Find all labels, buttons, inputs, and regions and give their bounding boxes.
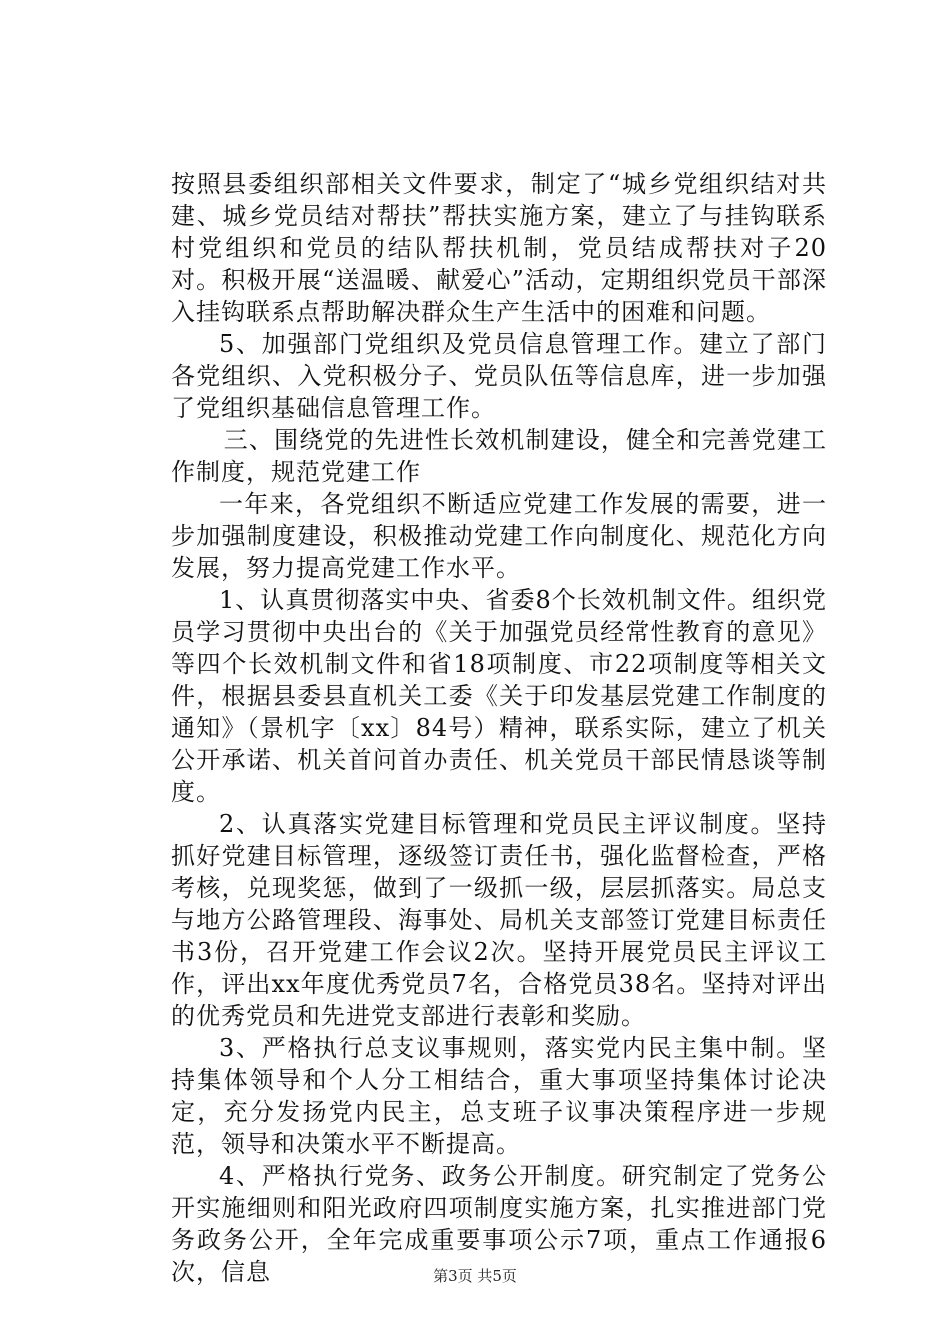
paragraph-item-5: 5、加强部门党组织及党员信息管理工作。建立了部门各党组织、入党积极分子、党员队伍等信息库，进一步加强了党组织基础信息管理工作。 [171,330,827,422]
paragraph-continuation: 按照县委组织部相关文件要求，制定了“城乡党组织结对共建、城乡党员结对帮扶”帮扶实施方案，建立了与挂钩联系村党组织和党员的结队帮扶机制，党员结成帮扶对子20对。积极开展“送温暖、献爱心”活动，定期组织党员干部深入挂钩联系点帮助解决群众生产生活中的困难和问题。 [171,170,827,326]
paragraph-item-3: 3、严格执行总支议事规则，落实党内民主集中制。坚持集体领导和个人分工相结合，重大事项坚持集体讨论决定，充分发扬党内民主，总支班子议事决策程序进一步规范，领导和决策水平不断提高。 [171,1034,827,1158]
paragraph-item-1: 1、认真贯彻落实中央、省委8个长效机制文件。组织党员学习贯彻中央出台的《关于加强党员经常性教育的意见》等四个长效机制文件和省18项制度、市22项制度等相关文件，根据县委县直机关工委《关于印发基层党建工作制度的通知》（景机字〔xx〕84号）精神，联系实际，建立了机关公开承诺、机关首问首办责任、机关党员干部民情恳谈等制度。 [171,586,827,806]
paragraph-item-4: 4、严格执行党务、政务公开制度。研究制定了党务公开实施细则和阳光政府四项制度实施方案，扎实推进部门党务政务公开，全年完成重要事项公示7项，重点工作通报6次，信息 [171,1162,827,1286]
document-body [171,168,827,1288]
paragraph-item-2: 2、认真落实党建目标管理和党员民主评议制度。坚持抓好党建目标管理，逐级签订责任书，强化监督检查，严格考核，兑现奖惩，做到了一级抓一级，层层抓落实。局总支与地方公路管理段、海事处、局机关支部签订党建目标责任书3份，召开党建工作会议2次。坚持开展党员民主评议工作，评出xx年度优秀党员7名，合格党员38名。坚持对评出的优秀党员和先进党支部进行表彰和奖励。 [171,810,827,1030]
section-heading-3: 三、围绕党的先进性长效机制建设，健全和完善党建工作制度，规范党建工作 [171,426,827,486]
page-footer: 第3页 共5页 [433,1267,517,1285]
paragraph-intro: 一年来，各党组织不断适应党建工作发展的需要，进一步加强制度建设，积极推动党建工作向制度化、规范化方向发展，努力提高党建工作水平。 [171,490,827,582]
